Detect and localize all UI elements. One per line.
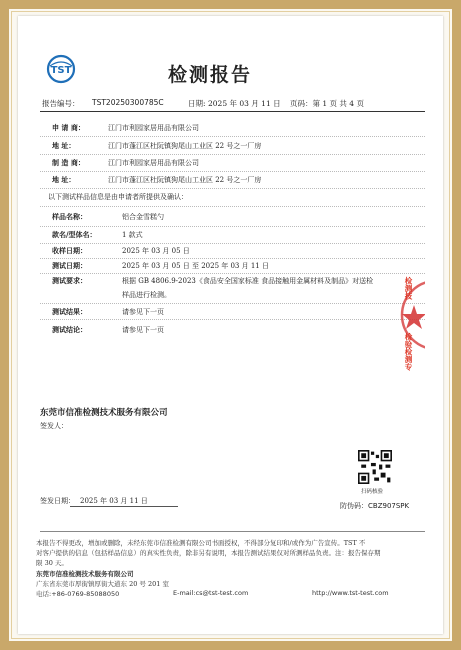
issue-date-label: 签发日期： bbox=[40, 497, 75, 505]
anti-fake-code: 防伪码：CBZ907SPK bbox=[340, 502, 410, 510]
sample-name-value: 铝合金雪糕勺 bbox=[122, 213, 164, 221]
qr-caption: 扫码核验 bbox=[361, 489, 384, 495]
row-divider bbox=[40, 171, 425, 172]
result-value: 请参见下一页 bbox=[122, 308, 164, 316]
disclaimer-line-1: 本报告不得更改，增加或删除，未经东莞市信准检测有限公司书面授权，不得部分复印和/或作为广告宣传。TST 不 bbox=[36, 539, 366, 547]
conclusion-value: 请参见下一页 bbox=[122, 326, 164, 334]
report-page bbox=[18, 16, 443, 634]
report-no-label: 报告编号： bbox=[42, 99, 80, 108]
row-divider bbox=[40, 273, 425, 274]
manufacturer-label: 制 造 商： bbox=[52, 158, 85, 167]
page-number: 页码：第 1 页 共 4 页 bbox=[290, 99, 364, 108]
row-divider bbox=[40, 154, 425, 155]
report-date: 2025 年 03 月 11 日 bbox=[208, 99, 281, 108]
result-label: 测试结果： bbox=[52, 307, 87, 316]
receive-date-value: 2025 年 03 月 05 日 bbox=[122, 247, 190, 255]
style-name-value: 1 款式 bbox=[122, 231, 143, 239]
footer-address: 广东省东莞市厚街镇厚街大道东 20 号 201 室 bbox=[36, 580, 169, 588]
issue-date-value: 2025 年 03 月 11 日 bbox=[80, 497, 148, 505]
seal-stamp bbox=[398, 255, 425, 375]
applicant-label: 申 请 商： bbox=[52, 123, 85, 132]
logo-text: TST bbox=[50, 65, 72, 76]
issuing-company: 东莞市信准检测技术服务有限公司 bbox=[40, 408, 168, 418]
applicant-address-value: 江门市蓬江区杜阮镇狗尾山工业区 22 号之一厂房 bbox=[108, 142, 262, 150]
footer-tel: 电话:+86-0769-85088050 bbox=[36, 590, 120, 598]
test-date-label: 测试日期： bbox=[52, 261, 87, 270]
footer-divider bbox=[40, 531, 425, 532]
page-title: 检测报告 bbox=[168, 64, 253, 86]
date-label: 日期: bbox=[188, 99, 206, 108]
disclaimer-line-2: 对客户提供的信息（包括样品信息）的真实性负责，除非另有说明，本报告测试结果仅对所测样品负责。注：报告保存期 bbox=[36, 549, 381, 557]
style-name-label: 款名/型体名： bbox=[52, 230, 97, 239]
row-divider bbox=[40, 319, 425, 320]
applicant-address-label: 地 址： bbox=[52, 141, 76, 150]
receive-date-label: 收样日期： bbox=[52, 246, 87, 255]
footer-company: 东莞市信准检测技术服务有限公司 bbox=[36, 570, 134, 578]
signer-label: 签发人： bbox=[40, 422, 68, 430]
footer-website[interactable]: http://www.tst-test.com bbox=[312, 589, 389, 597]
row-divider bbox=[40, 258, 425, 259]
manufacturer-address-label: 地 址： bbox=[52, 175, 76, 184]
report-no: TST20250300785C bbox=[92, 98, 164, 107]
disclaimer-line-3: 限 30 天。 bbox=[36, 559, 68, 567]
row-divider bbox=[40, 188, 425, 189]
header-divider bbox=[40, 111, 425, 112]
row-divider bbox=[40, 136, 425, 137]
footer-email[interactable]: E-mail:cs@tst-test.com bbox=[173, 589, 249, 597]
sample-name-label: 样品名称： bbox=[52, 212, 87, 221]
manufacturer-address-value: 江门市蓬江区杜阮镇狗尾山工业区 22 号之一厂房 bbox=[108, 176, 262, 184]
manufacturer-value: 江门市利园家居用品有限公司 bbox=[108, 159, 199, 167]
row-divider bbox=[40, 303, 425, 304]
seal-text-top: 检测技 bbox=[404, 277, 413, 300]
seal-text-bottom: 检验检测专 bbox=[404, 333, 413, 371]
row-divider bbox=[40, 243, 425, 244]
row-divider bbox=[40, 206, 425, 207]
date-underline bbox=[70, 506, 178, 507]
conclusion-label: 测试结论： bbox=[52, 325, 87, 334]
row-divider bbox=[40, 226, 425, 227]
qr-code-icon[interactable] bbox=[358, 450, 392, 484]
requirement-line-1: 根据 GB 4806.9-2023《食品安全国家标准 食品接触用金属材料及制品》对送检 bbox=[122, 277, 374, 285]
applicant-value: 江门市利园家居用品有限公司 bbox=[108, 124, 199, 132]
requirement-line-2: 样品进行检测。 bbox=[122, 291, 171, 299]
requirement-label: 测试要求： bbox=[52, 276, 87, 285]
tst-logo-icon bbox=[46, 54, 76, 84]
sample-info-note: 以下测试样品信息是由申请者所提供及确认： bbox=[48, 193, 188, 201]
test-date-value: 2025 年 03 月 05 日 至 2025 年 03 月 11 日 bbox=[122, 262, 269, 270]
